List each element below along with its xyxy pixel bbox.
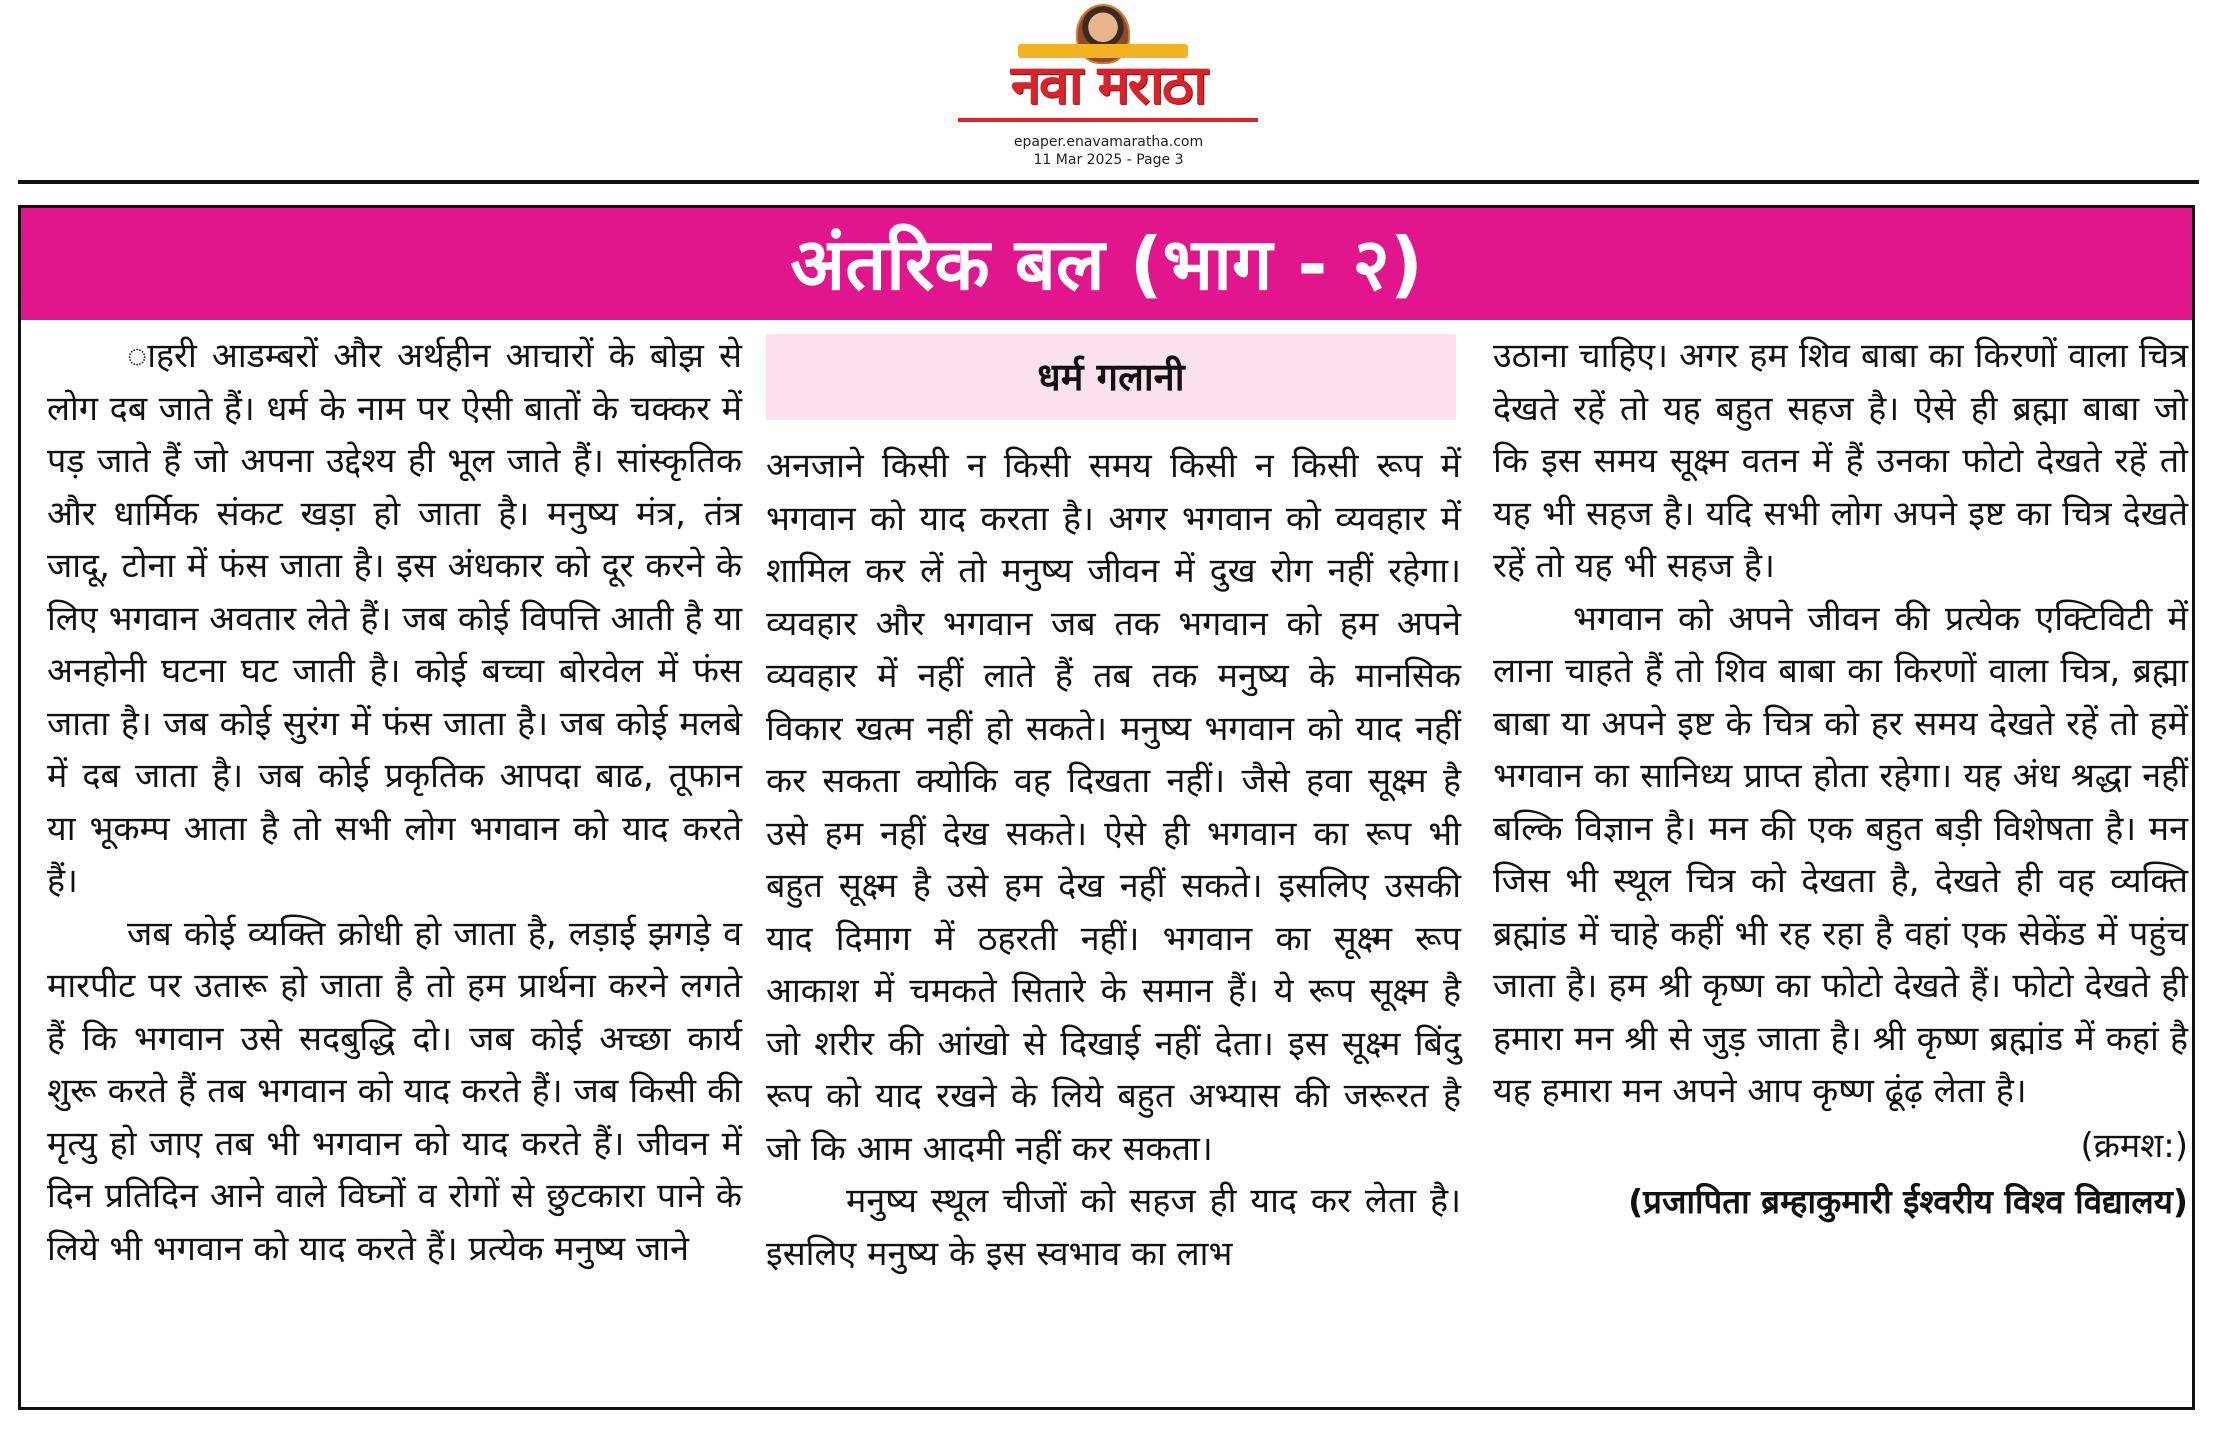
- logo-underline: [958, 118, 1258, 122]
- article-column-2: [766, 440, 1461, 1280]
- paragraph: उठाना चाहिए। अगर हम शिव बाबा का किरणों वाला चित्र देखते रहें तो यह बहुत सहज है। ऐसे ही ब्रह्मा बाबा जो कि इस समय सूक्ष्म वतन में हैं उनका फोटो देखते रहें तो यह भी सहज है। यदि सभी लोग अपने इष्ट का चित्र देखते रहें तो यह भी सहज है।: [1493, 336, 2188, 586]
- paragraph: अनजाने किसी न किसी समय किसी न किसी रूप में भगवान को याद करता है। अगर भगवान को व्यवहार में शामिल कर लें तो मनुष्य जीवन में दुख रोग नहीं रहेगा। व्यवहार और भगवान जब तक भगवान को हम अपने व्यवहार में नहीं लाते हैं तब तक मनुष्य के मानसिक विकार खत्म नहीं हो सकते। मनुष्य भगवान को याद नहीं कर सकता क्योकि वह दिखता नहीं। जैसे हवा सूक्ष्म है उसे हम नहीं देख सकते। ऐसे ही भगवान का रूप भी बहुत सूक्ष्म है उसे हम देख नहीं सकते। इसलिए उसकी याद दिमाग में ठहरती नहीं। भगवान का सूक्ष्म रूप आकाश में चमकते सितारे के समान हैं। ये रूप सूक्ष्म है जो शरीर की आंखो से दिखाई नहीं देता। इस सूक्ष्म बिंदु रूप को याद रखने के लिये बहुत अभ्यास की जरूरत है जो कि आम आदमी नहीं कर सकता।: [766, 446, 1461, 1169]
- article-credit: (प्रजापिता ब्रम्हाकुमारी ईश्वरीय विश्व विद्यालय): [1628, 1182, 2188, 1221]
- continued-marker: (क्रमश:): [2080, 1125, 2188, 1166]
- masthead: [0, 0, 2217, 180]
- masthead-divider: [18, 180, 2199, 184]
- epaper-url: epaper.enavamaratha.com: [1013, 134, 1204, 150]
- paragraph: भगवान को अपने जीवन की प्रत्येक एक्टिविटी में लाना चाहते हैं तो शिव बाबा का किरणों वाला चित्र, ब्रह्मा बाबा या अपने इष्ट के चित्र को हर समय देखते रहें तो हमें भगवान का सानिध्य प्राप्त होता रहेगा। यह अंध श्रद्धा नहीं बल्कि विज्ञान है। मन की एक बहुत बड़ी विशेषता है। मन जिस भी स्थूल चित्र को देखता है, देखते ही वह व्यक्ति ब्रह्मांड में चाहे कहीं भी रह रहा है वहां एक सेकेंड में पहुंच जाता है। हम श्री कृष्ण का फोटो देखते हैं। फोटो देखते ही हमारा मन श्री से जुड़ जाता है। श्री कृष्ण ब्रह्मांड में कहां है यह हमारा मन अपने आप कृष्ण ढूंढ़ लेता है।: [1493, 598, 2189, 1111]
- article-title: अंतरिक बल (भाग - २): [790, 222, 1423, 306]
- edition-date-page: 11 Mar 2025 - Page 3: [1033, 152, 1184, 168]
- newspaper-logo: [958, 0, 1258, 132]
- logo-text: नवा मराठा: [1010, 53, 1206, 116]
- article-box: [18, 205, 2195, 1410]
- paragraph: जब कोई व्यक्ति क्रोधी हो जाता है, लड़ाई झगड़े व मारपीट पर उतारू हो जाता है तो हम प्रार्थना करने लगते हैं कि भगवान उसे सदबुद्धि दो। जब कोई अच्छा कार्य शुरू करते हैं तब भगवान को याद करते हैं। जब किसी की मृत्यु हो जाए तब भी भगवान को याद करते हैं। जीवन में दिन प्रतिदिन आने वाले विघ्नों व रोगों से छुटकारा पाने के लिये भी भगवान को याद करते हैं। प्रत्येक मनुष्य जाने: [47, 913, 742, 1269]
- article-column-3: [1493, 330, 2188, 1229]
- article-column-1: [47, 330, 742, 1275]
- paragraph: ाहरी आडम्बरों और अर्थहीन आचारों के बोझ से लोग दब जाते हैं। धर्म के नाम पर ऐसी बातों के चक्कर में पड़ जाते हैं जो अपना उद्देश्य ही भूल जाते हैं। सांस्कृतिक और धार्मिक संकट खड़ा हो जाता है। मनुष्य मंत्र, तंत्र जादू, टोना में फंस जाता है। इस अंधकार को दूर करने के लिए भगवान अवतार लेते हैं। जब कोई विपत्ति आती है या अनहोनी घटना घट जाती है। कोई बच्चा बोरवेल में फंस जाता है। जब कोई सुरंग में फंस जाता है। जब कोई मलबे में दब जाता है। जब कोई प्रकृतिक आपदा बाढ, तूफान या भूकम्प आता है तो सभी लोग भगवान को याद करते हैं।: [47, 336, 742, 901]
- article-banner: [21, 208, 2192, 320]
- article-subheading: धर्म गलानी: [766, 334, 1456, 420]
- paragraph: मनुष्य स्थूल चीजों को सहज ही याद कर लेता है। इसलिए मनुष्य के इस स्वभाव का लाभ: [766, 1181, 1461, 1274]
